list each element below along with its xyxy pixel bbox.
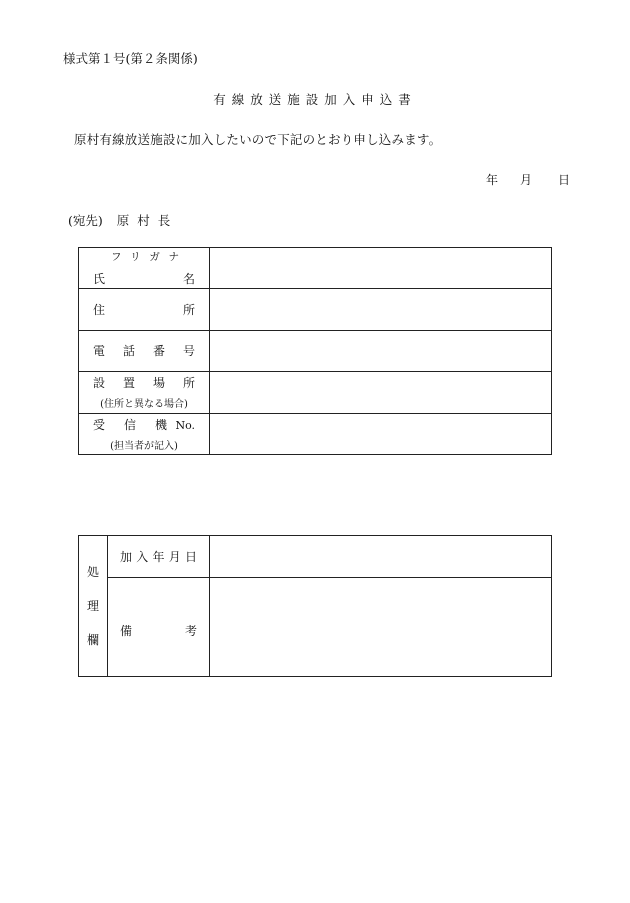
form-number: 様式第１号(第２条関係)	[63, 51, 198, 66]
address-label-cell	[79, 289, 210, 330]
receiver-label-cell	[79, 413, 210, 454]
address-row	[79, 289, 552, 330]
address-label: 住 所	[93, 303, 195, 318]
phone-label: 電 話 番 号	[93, 344, 195, 359]
location-row	[79, 372, 552, 413]
application-table	[78, 247, 552, 455]
phone-label-cell	[79, 330, 210, 371]
addressee-label: (宛先)	[68, 213, 103, 228]
location-field[interactable]	[210, 372, 552, 413]
join-date-label: 加 入 年 月 日	[120, 549, 197, 564]
location-note: (住所と異なる場合)	[100, 399, 188, 411]
join-date-row	[79, 536, 552, 578]
address-field[interactable]	[210, 289, 552, 330]
join-date-field[interactable]	[210, 536, 552, 578]
name-label-cell	[79, 248, 210, 289]
document-title: 有線放送施設加入申込書	[213, 92, 417, 107]
name-field[interactable]	[210, 248, 552, 289]
name-row	[79, 248, 552, 289]
date-year-label: 年	[486, 173, 499, 187]
receiver-no-label: No.	[175, 418, 195, 432]
remarks-label: 備 考	[120, 623, 197, 638]
remarks-row	[79, 577, 552, 677]
date-month-label: 月	[520, 173, 533, 187]
date-day-label: 日	[558, 173, 571, 187]
application-statement: 原村有線放送施設に加入したいので下記のとおり申し込みます。	[74, 132, 442, 147]
phone-field[interactable]	[210, 330, 552, 371]
join-date-label-cell	[108, 536, 210, 578]
remarks-label-cell	[108, 577, 210, 677]
date-line	[486, 171, 570, 188]
remarks-field[interactable]	[210, 577, 552, 677]
processing-table	[78, 535, 552, 677]
receiver-label: 受 信 機 No.	[93, 417, 195, 432]
location-label: 設 置 場 所	[93, 376, 195, 391]
addressee	[68, 211, 178, 229]
phone-row	[79, 330, 552, 371]
receiver-field[interactable]	[210, 413, 552, 454]
addressee-mayor: 原村長	[116, 213, 179, 228]
processing-section-label: 処 理 欄	[79, 536, 108, 677]
furigana-label: フ リ ガ ナ	[111, 251, 179, 264]
name-label: 氏 名	[93, 272, 195, 287]
receiver-row	[79, 413, 552, 454]
receiver-note: (担当者が記入)	[110, 440, 178, 452]
location-label-cell	[79, 372, 210, 413]
